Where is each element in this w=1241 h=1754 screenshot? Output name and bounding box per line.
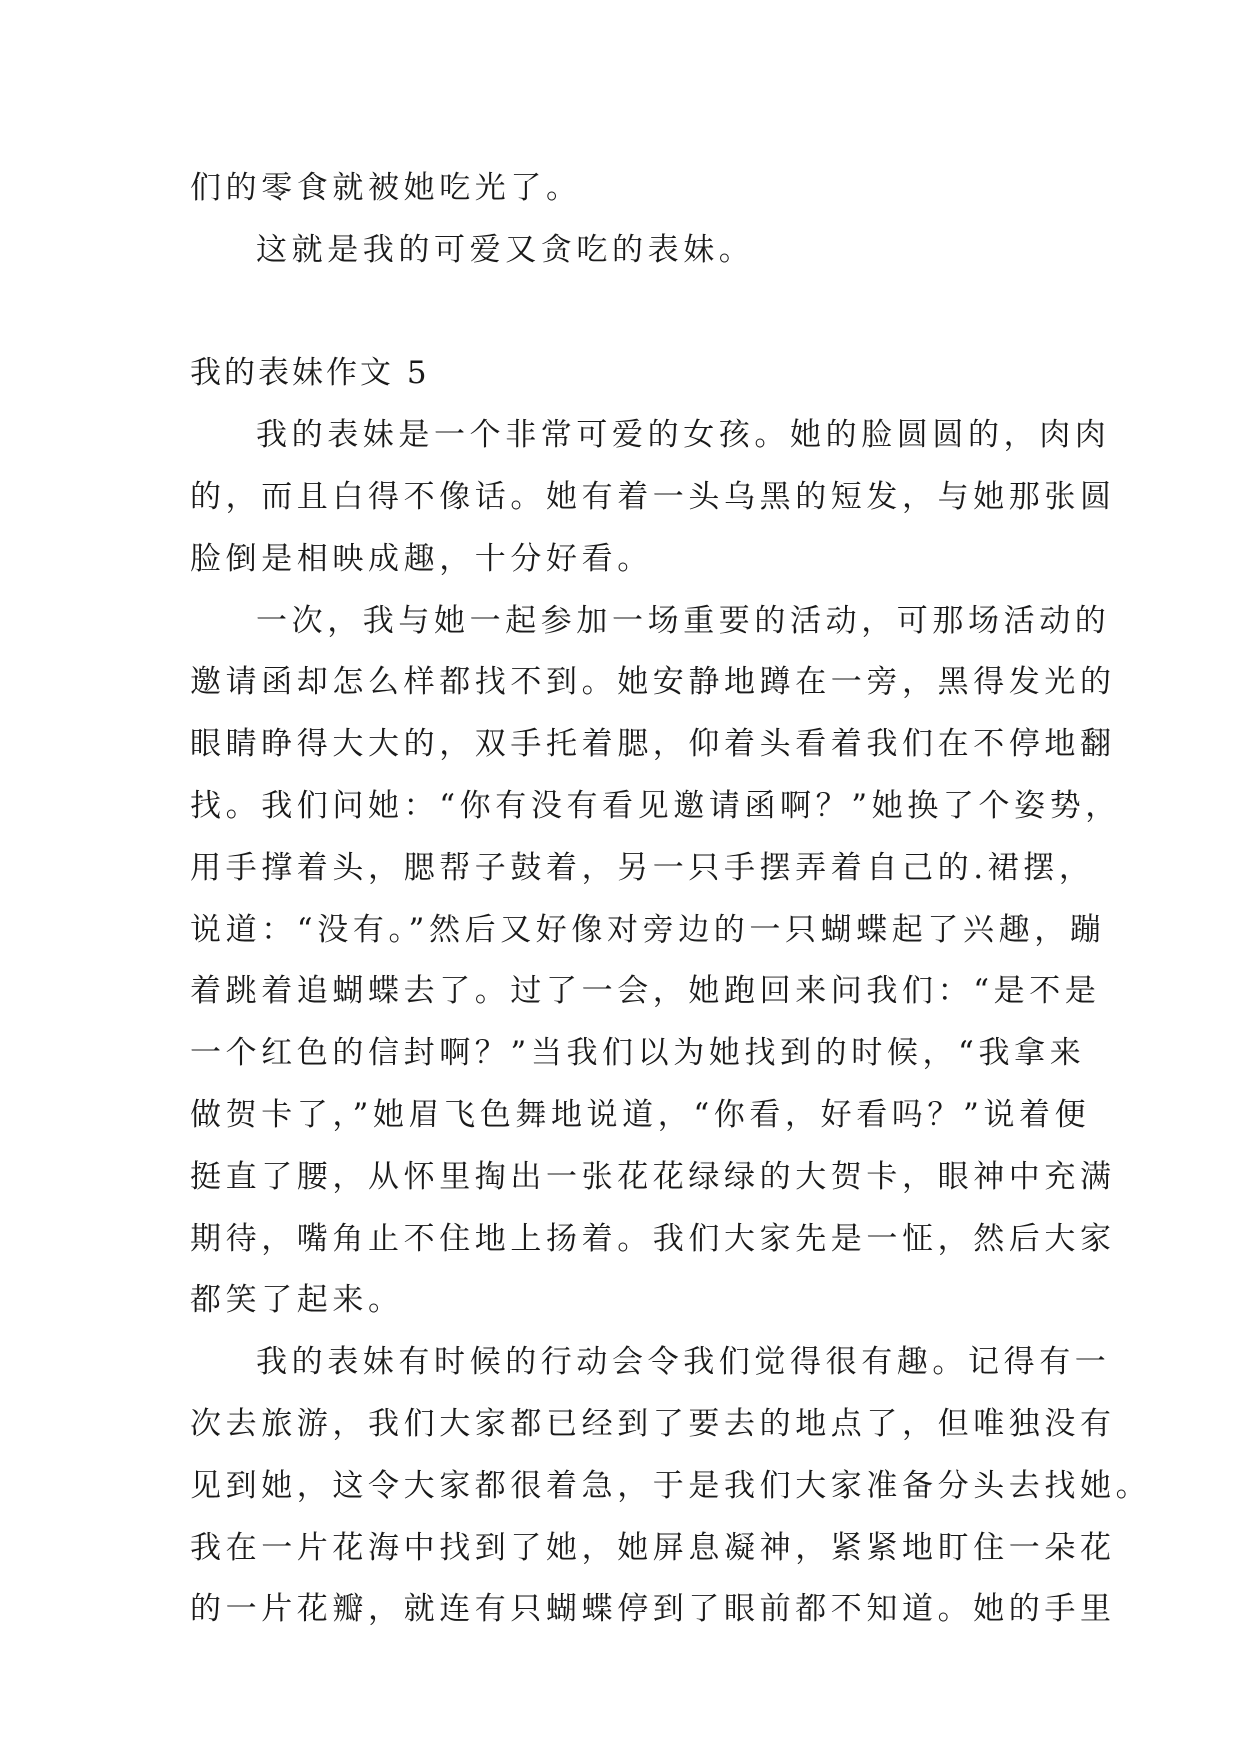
text-line: 找。我们问她：“你有没有看见邀请函啊？”她换了个姿势， [190, 787, 1121, 824]
text-line: 见到她，这令大家都很着急，于是我们大家准备分头去找她。 [190, 1467, 1152, 1504]
text-line: 脸倒是相映成趣，十分好看。 [190, 540, 653, 577]
text-line: 挺直了腰，从怀里掏出一张花花绿绿的大贺卡，眼神中充满 [190, 1158, 1116, 1195]
paragraph-first-line: 我的表妹有时候的行动会令我们觉得很有趣。记得有一 [256, 1344, 1111, 1381]
text-line: 用手撑着头，腮帮子鼓着，另一只手摆弄着自己的.裙摆， [190, 849, 1095, 886]
text-line: 的，而且白得不像话。她有着一头乌黑的短发，与她那张圆 [190, 478, 1116, 515]
text-line: 的一片花瓣，就连有只蝴蝶停到了眼前都不知道。她的手里 [190, 1591, 1116, 1628]
text-line: 我在一片花海中找到了她，她屏息凝神，紧紧地盯住一朵花 [190, 1529, 1116, 1566]
essay-heading: 我的表妹作文 5 [190, 355, 430, 392]
text-line: 邀请函却怎么样都找不到。她安静地蹲在一旁，黑得发光的 [190, 664, 1116, 701]
essay-body [190, 158, 1152, 1641]
text-line: 们的零食就被她吃光了。 [190, 170, 582, 206]
text-line: 次去旅游，我们大家都已经到了要去的地点了，但唯独没有 [190, 1405, 1116, 1442]
text-line: 眼睛睁得大大的，双手托着腮，仰着头看着我们在不停地翻 [190, 726, 1116, 763]
text-line: 期待，嘴角止不住地上扬着。我们大家先是一怔，然后大家 [190, 1220, 1116, 1257]
paragraph-first-line: 我的表妹是一个非常可爱的女孩。她的脸圆圆的，肉肉 [256, 417, 1111, 454]
text-line: 做贺卡了，”她眉飞色舞地说道，“你看，好看吗？”说着便 [190, 1096, 1091, 1133]
text-line: 说道：“没有。”然后又好像对旁边的一只蝴蝶起了兴趣，蹦 [190, 911, 1106, 948]
paragraph-first-line: 这就是我的可爱又贪吃的表妹。 [256, 231, 755, 268]
text-line: 一个红色的信封啊？”当我们以为她找到的时候，“我拿来 [190, 1035, 1086, 1072]
blank-line [190, 282, 1065, 344]
paragraph-first-line: 一次，我与她一起参加一场重要的活动，可那场活动的 [256, 602, 1111, 639]
text-line: 着跳着追蝴蝶去了。过了一会，她跑回来问我们：“是不是 [190, 973, 1101, 1010]
text-line: 都笑了起来。 [190, 1282, 404, 1319]
